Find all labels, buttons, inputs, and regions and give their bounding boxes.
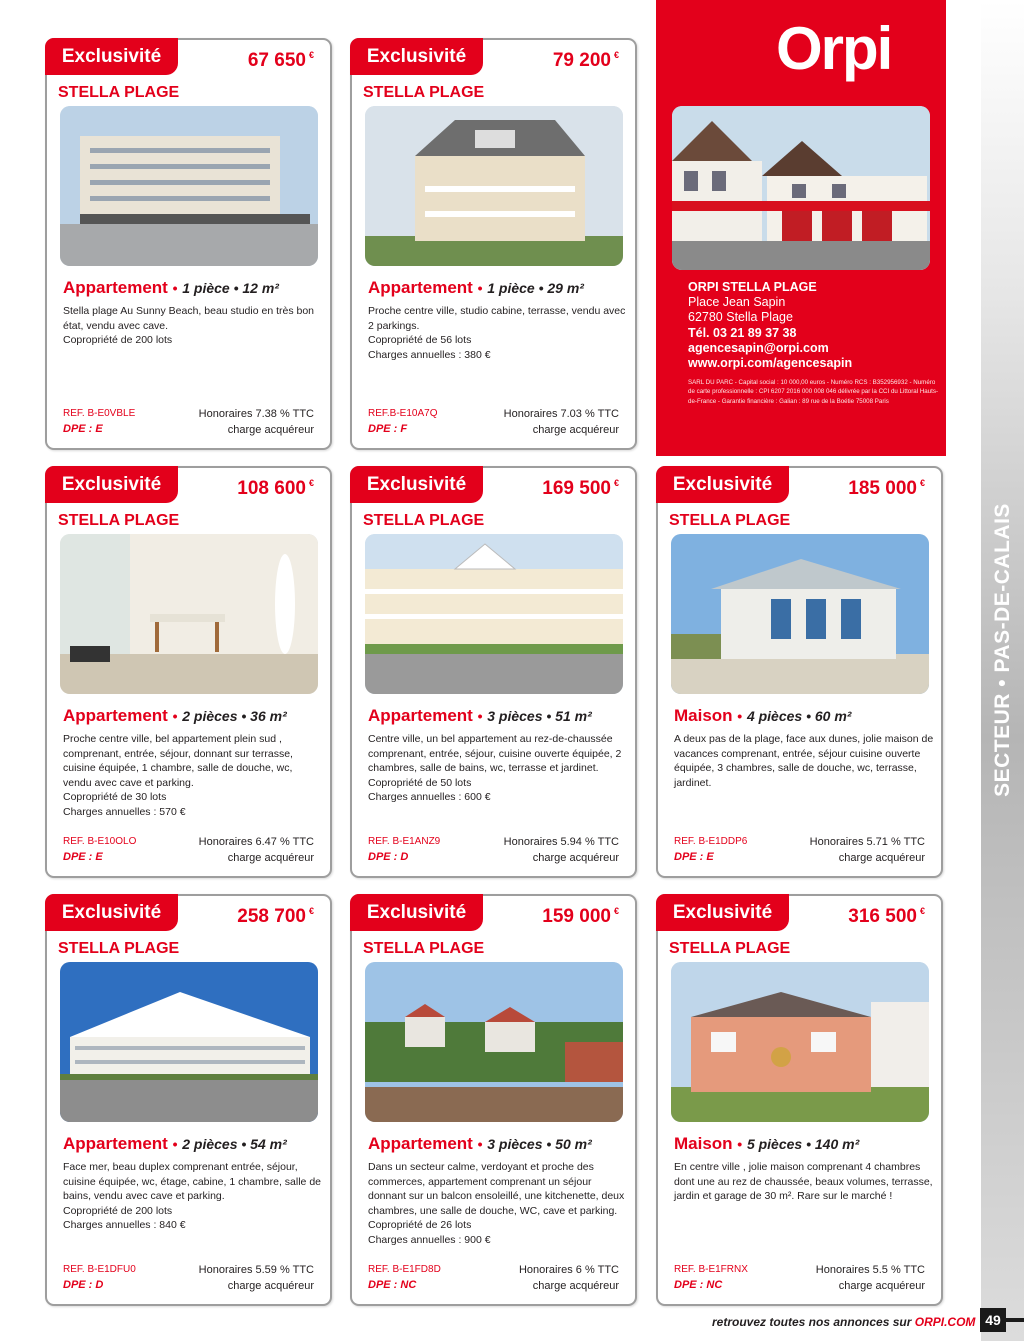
- price: [237, 478, 314, 500]
- currency: €: [308, 478, 314, 488]
- sector-label: [981, 490, 1024, 810]
- description-line: Proche centre ville, studio cabine, terrasse, vendu avec 2 parkings.: [368, 305, 626, 332]
- property-description: [63, 1160, 323, 1233]
- page-number-bar: [1006, 1318, 1024, 1322]
- currency: €: [613, 906, 619, 916]
- price: [542, 906, 619, 928]
- property-type: Maison: [674, 1134, 733, 1153]
- property-type: Appartement: [63, 706, 168, 725]
- property-title: Appartement • 1 pièce • 12 m²: [63, 278, 279, 297]
- description-line: Copropriété de 200 lots: [63, 334, 173, 347]
- reference: REF. B-E1ANZ9: [368, 836, 441, 847]
- property-details: 1 pièce • 29 m²: [487, 280, 584, 296]
- fees: [504, 834, 619, 866]
- property-description: [368, 732, 628, 805]
- property-description: [368, 1160, 628, 1248]
- page-number: 49: [980, 1308, 1006, 1332]
- price: [848, 906, 925, 928]
- reference: REF.B-E10A7Q: [368, 408, 438, 419]
- currency: €: [613, 478, 619, 488]
- listing-card: [45, 38, 332, 450]
- currency: €: [308, 50, 314, 60]
- city-label: STELLA PLAGE: [363, 84, 485, 101]
- price-value: 79 200: [552, 50, 611, 71]
- description-line: Copropriété de 200 lots: [63, 1204, 173, 1217]
- currency: €: [919, 478, 925, 488]
- fees-note: charge acquéreur: [532, 1280, 619, 1292]
- city-label: STELLA PLAGE: [669, 940, 791, 957]
- dpe-rating: DPE : D: [63, 1279, 104, 1291]
- description-line: Charges annuelles : 600 €: [368, 791, 491, 804]
- property-title: Appartement • 1 pièce • 29 m²: [368, 278, 584, 297]
- dpe-rating: DPE : F: [368, 423, 408, 435]
- city-label: STELLA PLAGE: [669, 512, 791, 529]
- fees: [816, 1262, 925, 1294]
- description-line: Charges annuelles : 900 €: [368, 1233, 491, 1246]
- listing-card: [656, 894, 943, 1306]
- footer-brand-link[interactable]: ORPI.COM: [914, 1315, 976, 1329]
- agency-contact: [688, 280, 852, 371]
- property-type: Maison: [674, 706, 733, 725]
- listing-card: [350, 466, 637, 878]
- city-label: STELLA PLAGE: [58, 84, 180, 101]
- property-photo: [365, 962, 623, 1122]
- property-details: 5 pièces • 140 m²: [746, 1136, 860, 1152]
- currency: €: [919, 906, 925, 916]
- listing-card: [45, 894, 332, 1306]
- dpe-rating: DPE : E: [63, 851, 103, 863]
- property-description: [368, 304, 628, 362]
- fees-note: charge acquéreur: [532, 852, 619, 864]
- fees: [199, 834, 314, 866]
- dpe-rating: DPE : D: [368, 851, 409, 863]
- fees: [519, 1262, 619, 1294]
- property-details: 1 pièce • 12 m²: [182, 280, 279, 296]
- fees-note: charge acquéreur: [227, 424, 314, 436]
- property-details: 4 pièces • 60 m²: [746, 708, 852, 724]
- price-value: 185 000: [848, 478, 917, 499]
- exclusivity-badge: Exclusivité: [350, 894, 483, 931]
- reference: REF. B-E1FRNX: [674, 1264, 748, 1275]
- fees: [810, 834, 925, 866]
- property-details: 3 pièces • 51 m²: [487, 708, 592, 724]
- description-line: Stella plage Au Sunny Beach, beau studio en très bon état, vendu avec cave.: [63, 305, 315, 332]
- price-value: 108 600: [237, 478, 306, 499]
- property-photo: [671, 962, 929, 1122]
- dpe-rating: DPE : E: [63, 423, 103, 435]
- property-photo: [365, 106, 623, 266]
- property-type: Appartement: [63, 278, 168, 297]
- description-line: Copropriété de 26 lots: [368, 1219, 472, 1232]
- exclusivity-badge: Exclusivité: [45, 894, 178, 931]
- agency-photo: [672, 106, 930, 270]
- property-title: Maison • 4 pièces • 60 m²: [674, 706, 852, 725]
- property-description: [674, 1160, 934, 1204]
- exclusivity-badge: Exclusivité: [656, 466, 789, 503]
- reference: REF. B-E10OLO: [63, 836, 137, 847]
- description-line: Copropriété de 56 lots: [368, 334, 472, 347]
- property-type: Appartement: [63, 1134, 168, 1153]
- fees-note: charge acquéreur: [838, 852, 925, 864]
- agency-name: ORPI STELLA PLAGE: [688, 280, 817, 294]
- listing-card: [45, 466, 332, 878]
- reference: REF. B-E0VBLE: [63, 408, 136, 419]
- fees-rate: Honoraires 7.03 % TTC: [503, 408, 619, 420]
- fees: [504, 406, 619, 438]
- reference: REF. B-E1DFU0: [63, 1264, 136, 1275]
- agency-phone: Tél. 03 21 89 37 38: [688, 325, 797, 340]
- property-photo: [60, 106, 318, 266]
- currency: €: [308, 906, 314, 916]
- property-photo: [60, 962, 318, 1122]
- city-label: STELLA PLAGE: [58, 512, 180, 529]
- dpe-rating: DPE : NC: [674, 1279, 723, 1291]
- description-line: Centre ville, un bel appartement au rez-de-chaussée comprenant, entrée, séjour, cuisine ouverte équipée, 2 chambres, salle de bains, wc, terrasse et jardinet.: [368, 733, 622, 775]
- price: [553, 50, 619, 72]
- description-line: Copropriété de 30 lots: [63, 791, 167, 804]
- description-line: Dans un secteur calme, verdoyant et proche des commerces, appartement comprenant un séjour donnant sur un balcon ensoleillé, une kitchenette, deux chambres, une salle de douche, WC, cave et parking.: [368, 1161, 625, 1217]
- property-details: 2 pièces • 54 m²: [182, 1136, 287, 1152]
- reference: REF. B-E1FD8D: [368, 1264, 441, 1275]
- property-title: Appartement • 2 pièces • 54 m²: [63, 1134, 287, 1153]
- property-details: 2 pièces • 36 m²: [182, 708, 287, 724]
- description-line: Proche centre ville, bel appartement plein sud , comprenant, entrée, séjour, donnant sur terrasse, cuisine équipée, 1 chambre, salle de douche, wc, vendu avec cave et parking.: [63, 733, 293, 789]
- agency-legal: SARL DU PARC - Capital social : 10 000,00 euros - Numéro RCS : B352956932 - Numéro de carte professionnelle : CPI 6207 2016 000 008 046 délivrée par la CCI du Littoral Hauts-de-France - Garantie financière : Galian : 89 rue de la Boétie 75008 Paris: [688, 379, 939, 405]
- price-value: 258 700: [237, 906, 306, 927]
- listing-card: [656, 466, 943, 878]
- agency-building-illustration: [672, 106, 930, 270]
- property-photo: [671, 534, 929, 694]
- description-line: Copropriété de 50 lots: [368, 776, 472, 789]
- description-line: En centre ville , jolie maison comprenant 4 chambres dont une au rez de chaussée, beaux volumes, terrasse, jardin et garage de 30 m². Rare sur le marché !: [674, 1161, 933, 1203]
- orpi-logo: Orpi: [776, 15, 892, 82]
- property-details: 3 pièces • 50 m²: [487, 1136, 592, 1152]
- property-description: [63, 304, 323, 348]
- fees: [199, 1262, 314, 1294]
- price-value: 316 500: [848, 906, 917, 927]
- fees-rate: Honoraires 6.47 % TTC: [198, 836, 314, 848]
- property-photo: [60, 534, 318, 694]
- listing-card: [350, 894, 637, 1306]
- fees-note: charge acquéreur: [838, 1280, 925, 1292]
- description-line: A deux pas de la plage, face aux dunes, jolie maison de vacances comprenant, entrée, séjour cuisine ouverte équipée, 3 chambres, salle de douche, wc, terrasse, jardinet.: [674, 733, 934, 789]
- property-type: Appartement: [368, 278, 473, 297]
- property-type: Appartement: [368, 706, 473, 725]
- fees: [199, 406, 314, 438]
- price-value: 67 650: [247, 50, 306, 71]
- property-title: Appartement • 2 pièces • 36 m²: [63, 706, 287, 725]
- reference: REF. B-E1DDP6: [674, 836, 748, 847]
- sector-label-text: SECTEUR • PAS-DE-CALAIS: [990, 503, 1014, 797]
- property-title: Appartement • 3 pièces • 51 m²: [368, 706, 592, 725]
- fees-rate: Honoraires 6 % TTC: [518, 1264, 619, 1276]
- footer-note: [712, 1315, 975, 1329]
- price: [237, 906, 314, 928]
- exclusivity-badge: Exclusivité: [656, 894, 789, 931]
- price: [248, 50, 314, 72]
- agency-panel: [656, 0, 946, 456]
- agency-email: agencesapin@orpi.com: [688, 340, 829, 355]
- exclusivity-badge: Exclusivité: [350, 38, 483, 75]
- description-line: Charges annuelles : 380 €: [368, 348, 491, 361]
- fees-note: charge acquéreur: [227, 852, 314, 864]
- fees-rate: Honoraires 5.94 % TTC: [503, 836, 619, 848]
- dpe-rating: DPE : E: [674, 851, 714, 863]
- property-description: [63, 732, 323, 820]
- currency: €: [613, 50, 619, 60]
- exclusivity-badge: Exclusivité: [350, 466, 483, 503]
- exclusivity-badge: Exclusivité: [45, 466, 178, 503]
- description-line: Face mer, beau duplex comprenant entrée, séjour, cuisine équipée, wc, étage, cabine, 1 chambre, salle de bains, vendu avec cave et parking.: [63, 1161, 321, 1203]
- agency-street: Place Jean Sapin: [688, 295, 786, 310]
- fees-note: charge acquéreur: [227, 1280, 314, 1292]
- price-value: 169 500: [542, 478, 611, 499]
- description-line: Charges annuelles : 570 €: [63, 805, 186, 818]
- fees-note: charge acquéreur: [532, 424, 619, 436]
- city-label: STELLA PLAGE: [58, 940, 180, 957]
- listing-card: [350, 38, 637, 450]
- city-label: STELLA PLAGE: [363, 512, 485, 529]
- property-title: Appartement • 3 pièces • 50 m²: [368, 1134, 592, 1153]
- price-value: 159 000: [542, 906, 611, 927]
- exclusivity-badge: Exclusivité: [45, 38, 178, 75]
- description-line: Charges annuelles : 840 €: [63, 1219, 186, 1232]
- footer-text: retrouvez toutes nos annonces sur: [712, 1315, 912, 1329]
- fees-rate: Honoraires 7.38 % TTC: [198, 408, 314, 420]
- property-type: Appartement: [368, 1134, 473, 1153]
- price: [848, 478, 925, 500]
- agency-website: www.orpi.com/agencesapin: [688, 356, 853, 371]
- agency-city: 62780 Stella Plage: [688, 310, 793, 325]
- fees-rate: Honoraires 5.59 % TTC: [198, 1264, 314, 1276]
- dpe-rating: DPE : NC: [368, 1279, 417, 1291]
- property-photo: [365, 534, 623, 694]
- price: [542, 478, 619, 500]
- fees-rate: Honoraires 5.5 % TTC: [815, 1264, 925, 1276]
- property-description: [674, 732, 934, 790]
- property-title: Maison • 5 pièces • 140 m²: [674, 1134, 860, 1153]
- city-label: STELLA PLAGE: [363, 940, 485, 957]
- fees-rate: Honoraires 5.71 % TTC: [809, 836, 925, 848]
